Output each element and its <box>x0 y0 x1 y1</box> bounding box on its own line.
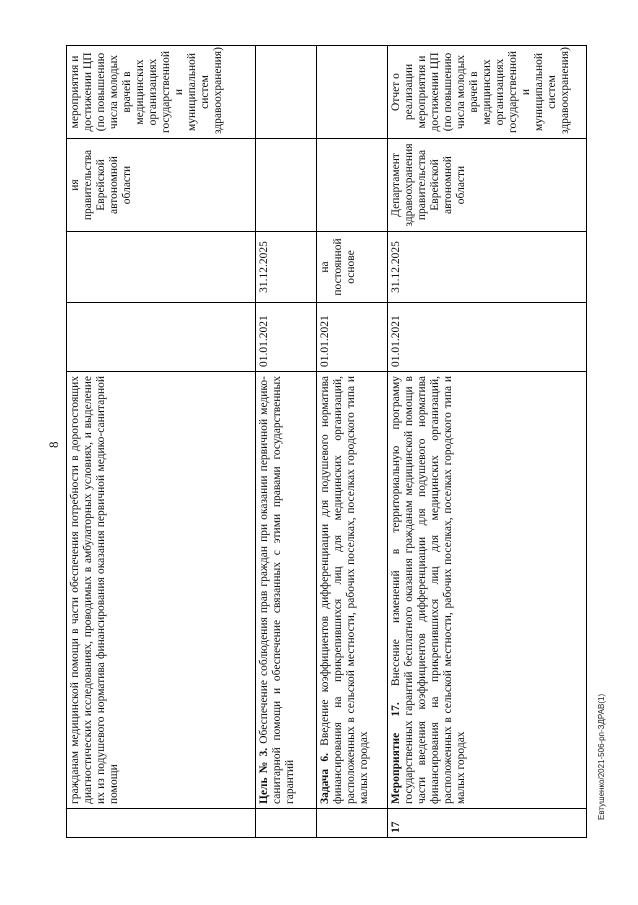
page-number: 8 <box>46 441 61 448</box>
task-text: Введение коэффициентов дифференциации для подушевого норматива финансирования на прикрепившихся лиц для медицинских организаций, расположенных в сельской местности, рабочих поселках, поселках городского типа и малых городах <box>319 376 370 804</box>
start-date: 01.01.2021 <box>256 303 317 372</box>
goal-text: Обеспечение соблюдения прав граждан при оказании первичной медико-санитарной помощи и обеспечение связанных с этими правами государственных гарантий <box>258 376 296 804</box>
measure-description <box>388 372 587 809</box>
document-reference: Евтушенко/2021-506-рп-ЗДРАВ(1) <box>597 693 606 820</box>
start-date <box>67 303 256 372</box>
row-number <box>256 809 317 838</box>
end-date: на постоянной основе <box>317 232 388 303</box>
measure-description: гражданам медицинской помощи в части обеспечения потребности в дорогостоящих диагностических исследованиях, проводимых в амбулаторных условиях, и выделение их из подушевого норматива финансирования оказания первичной медико-санитарной помощи <box>67 372 256 809</box>
result-indicator: мероприятия и достижении ЦП (по повышению числа молодых врачей в медицинских организациях государственной и муниципальной систем здравоохранения) <box>67 46 256 139</box>
result-indicator <box>317 46 388 139</box>
table-row <box>388 46 587 838</box>
goal-label: Цель № 3. <box>258 747 270 804</box>
table-row <box>317 46 388 838</box>
row-number <box>67 809 256 838</box>
task-description <box>317 372 388 809</box>
result-indicator: Отчет о реализации мероприятия и достижении ЦП (по повышению числа молодых врачей в медицинских организациях государственной и муниципальной систем здравоохранения) <box>388 46 587 139</box>
end-date <box>67 232 256 303</box>
goal-description <box>256 372 317 809</box>
start-date: 01.01.2021 <box>317 303 388 372</box>
row-number: 17 <box>388 809 587 838</box>
executor: Департамент здравоохранения правительства Еврейской автономной области <box>388 139 587 232</box>
row-number <box>317 809 388 838</box>
executor <box>317 139 388 232</box>
measures-table <box>66 45 587 838</box>
measure-label: Мероприятие 17. <box>390 702 402 804</box>
end-date: 31.12.2025 <box>256 232 317 303</box>
end-date: 31.12.2025 <box>388 232 587 303</box>
executor <box>256 139 317 232</box>
result-indicator <box>256 46 317 139</box>
table-row <box>256 46 317 838</box>
start-date: 01.01.2021 <box>388 303 587 372</box>
measure-text: Внесение изменений в территориальную программу государственных гарантий бесплатного оказания гражданам медицинской помощи в части введения коэффициентов дифференциации для подушевого норматива финансирования на прикрепившихся лиц для медицинских организаций, расположенных в сельской местности, рабочих поселках, поселках городского типа и малых городах <box>390 376 467 804</box>
task-label: Задача 6. <box>319 753 331 804</box>
executor: ия правительства Еврейской автономной области <box>67 139 256 232</box>
rotated-table-container <box>66 47 578 838</box>
table-row <box>67 46 256 838</box>
